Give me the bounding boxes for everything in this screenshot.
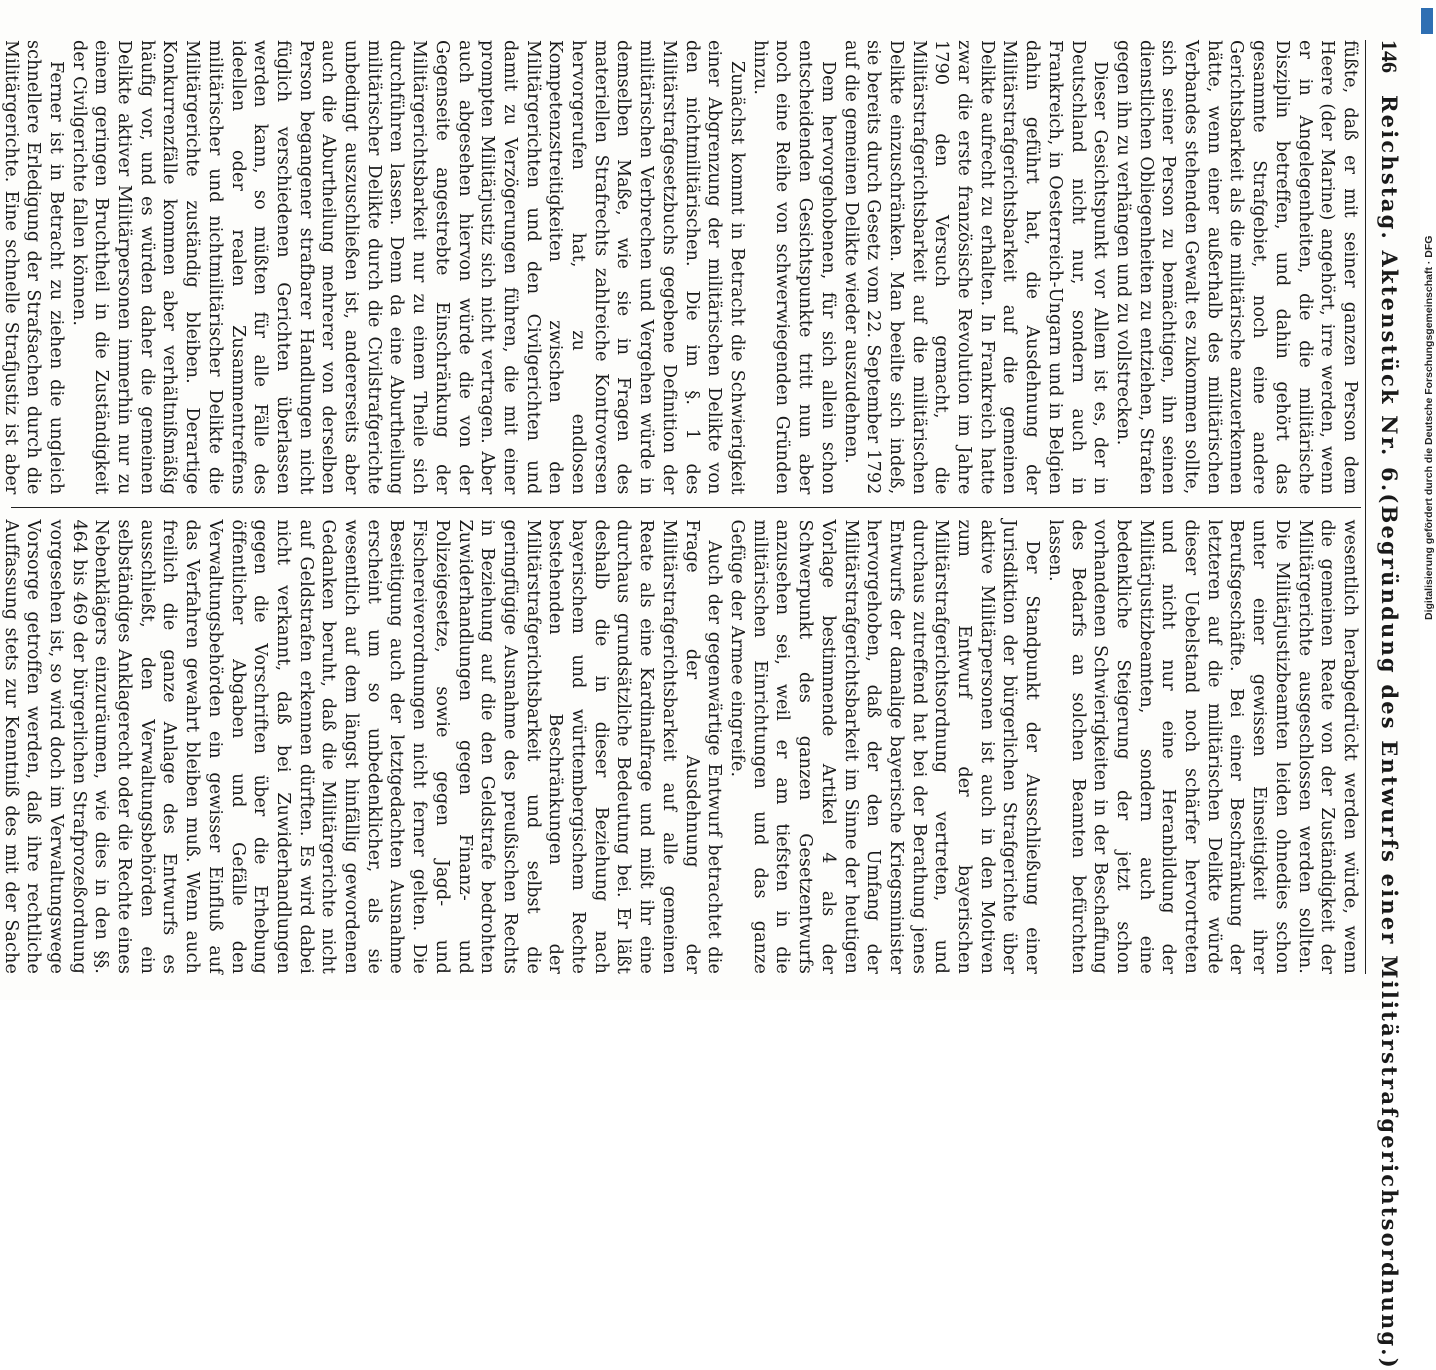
running-head-left: Reichstag. Aktenstück Nr. 6. <box>1377 95 1402 494</box>
paragraph: Ferner ist in Betracht zu ziehen die ungleich schnellere Erledigung der Strafsachen durch die Militärgerichte. Eine schnelle Strafjustiz ist aber <box>0 40 66 495</box>
page-header <box>1365 40 1402 1370</box>
running-head-right: (Begründung des Entwurfs einer Militärstrafgerichtsordnung.) <box>1377 493 1402 1370</box>
paragraph: wesentlich herabgedrückt werden würde, wenn die gemeinen Reate von der Zuständigkeit der Militärgerichte ausgeschlossen werden sollten. Die Militärjustizbeamten leiden ohnedies schon unter einer gewissen Einseitigkeit ihrer Berufsgeschäfte. Bei einer Beschränkung der letzteren auf die militärischen Delikte würde dieser Uebelstand noch schärfer hervortreten und nicht nur eine Heranbildung der Militärjustizbeamten, sondern auch eine bedenkliche Steigerung der jetzt schon vorhandenen Schwierigkeiten in der Beschaffung des Bedarfs an solchen Beamten befürchten lassen. <box>1044 519 1360 974</box>
paragraph: füßte, daß er mit seiner ganzen Person dem Heere (der Marine) angehört, irre werden, wenn er in Angelegenheiten, die die militärische Disziplin betreffen, und dahin gehört das gesammte Strafgebiet, noch eine andere Gerichtsbarkeit als die militärische anzuerkennen hätte, wenn einer außerhalb des militärischen Verbandes stehenden Gewalt es zukommen sollte, sich seiner Person zu bemächtigen, ihn seinen dienstlichen Obliegenheiten zu entziehen, Strafen gegen ihn zu verhängen und zu vollstrecken. <box>1112 40 1360 495</box>
text-columns <box>0 40 1361 974</box>
right-column <box>0 507 1361 975</box>
digitization-credit: Digitalisierung gefördert durch die Deutsche Forschungsgemeinschaft · DFG <box>1423 235 1435 620</box>
paragraph: Der Standpunkt der Ausschließung einer Jurisdiktion der bürgerlichen Strafgerichte über aktive Militärpersonen ist auch in den Motiven zum Entwurf der bayerischen Militärstrafgerichtsordnung vertreten, und durchaus zutreffend hat bei der Berathung jenes Entwurfs der damalige bayerische Kriegsminister hervorgehoben, daß der den Umfang der Militärstrafgerichtsbarkeit im Sinne der heutigen Vorlage bestimmende Artikel 4 als der Schwerpunkt des ganzen Gesetzentwurfs anzusehen sei, weil er am tiefsten in die militärischen Einrichtungen und das ganze Gefüge der Armee eingreife. <box>727 519 1043 974</box>
paragraph: Auch der gegenwärtige Entwurf betrachtet die Frage der Ausdehnung der Militärstrafgerichtsbarkeit auf alle gemeinen Reate als eine Kardinalfrage und mißt ihr eine durchaus grundsätzliche Bedeutung bei. Er läßt deshalb die in dieser Beziehung nach bayerischem und württembergischem Rechte bestehenden Beschränkungen der Militärstrafgerichtsbarkeit und selbst die geringfügige Ausnahme des preußischen Rechts in Beziehung auf die den Geldstrafe bedrohten Zuwiderhandlungen gegen Finanz- und Polizeigesetze, sowie gegen Jagd- und Fischereiverordnungen nicht ferner gelten. Die Beseitigung auch der letztgedachten Ausnahme erscheint um so unbedenklicher, als sie wesentlich auf dem längst hinfällig gewordenen Gedanken beruht, daß die Militärgerichte nicht auf Geldstrafen erkennen dürften. Es wird dabei nicht verkannt, daß bei Zuwiderhandlungen gegen die Vorschriften über die Erhebung öffentlicher Abgaben und Gefälle den Verwaltungsbehörden ein gewisser Einfluß auf das Verfahren gewahrt bleiben muß. Wenn auch freilich die ganze Anlage des Entwurfs es ausschließt, den Verwaltungsbehörden ein selbständiges Anklagerecht oder die Rechte eines Nebenklägers einzuräumen, wie dies in den §§. 464 bis 469 der bürgerlichen Strafprozeßordnung vorgesehen ist, so wird doch im Verwaltungswege Vorsorge getroffen werden, daß ihre rechtliche Auffassung stets zur Kenntniß des mit der Sache <box>0 519 725 974</box>
paragraph: Dem hervorgehobenen, für sich allein schon entscheidenden Gesichtspunkte tritt nun aber noch eine Reihe von schwerwiegenden Gründen hinzu. <box>749 40 838 495</box>
page-number: 146 <box>1377 40 1402 73</box>
left-column <box>0 40 1361 507</box>
paragraph: Zunächst kommt in Betracht die Schwierigkeit einer Abgrenzung der militärischen Delikte von den nichtmilitärischen. Die im §. 1 des Militärstrafgesetzbuchs gegebene Definition der militärischen Verbrechen und Vergehen würde in demselben Maße, wie sie in Fragen des materiellen Strafrechts zahlreiche Kontroversen hervorgerufen hat, zu endlosen Kompetenzstreitigkeiten zwischen den Militärgerichten und den Civilgerichten und damit zu Verzögerungen führen, die mit einer prompten Militärjustiz sich nicht vertragen. Aber auch abgesehen hiervon würde die von der Gegenseite angestrebte Einschränkung der Militärgerichtsbarkeit nur zu einem Theile sich durchführen lassen. Denn da eine Aburtheilung militärischer Delikte durch die Civilstrafgerichte unbedingt auszuschließen ist, andererseits aber auch die Aburtheilung mehrerer von derselben Person begangener strafbarer Handlungen nicht füglich verschiedenen Gerichten überlassen werden kann, so müßten für alle Fälle des ideellen oder realen Zusammentreffens militärischer und nichtmilitärischer Delikte die Militärgerichte zuständig bleiben. Derartige Konkurrenzfälle kommen aber verhältnißmäßig häufig vor, und es würden daher die gemeinen Delikte aktiver Militärpersonen immerhin nur zu einem geringen Bruchtheil in die Zuständigkeit der Civilgerichte fallen können. <box>68 40 748 495</box>
digitization-credit-strip <box>1420 0 1434 1000</box>
paragraph: Dieser Gesichtspunkt vor Allem ist es, der in Deutschland nicht nur, sondern auch in Frankreich, in Oesterreich-Ungarn und in Belgien dahin geführt hat, die Ausdehnung der Militärstrafgerichtsbarkeit auf die gemeinen Delikte aufrecht zu erhalten. In Frankreich hatte zwar die erste französische Revolution im Jahre 1790 den Versuch gemacht, die Militärstrafgerichtsbarkeit auf die militärischen Delikte einzuschränken. Man beeilte sich indeß, sie bereits durch Gesetz vom 22. September 1792 auf die gemeinen Delikte wieder auszudehnen. <box>840 40 1111 495</box>
